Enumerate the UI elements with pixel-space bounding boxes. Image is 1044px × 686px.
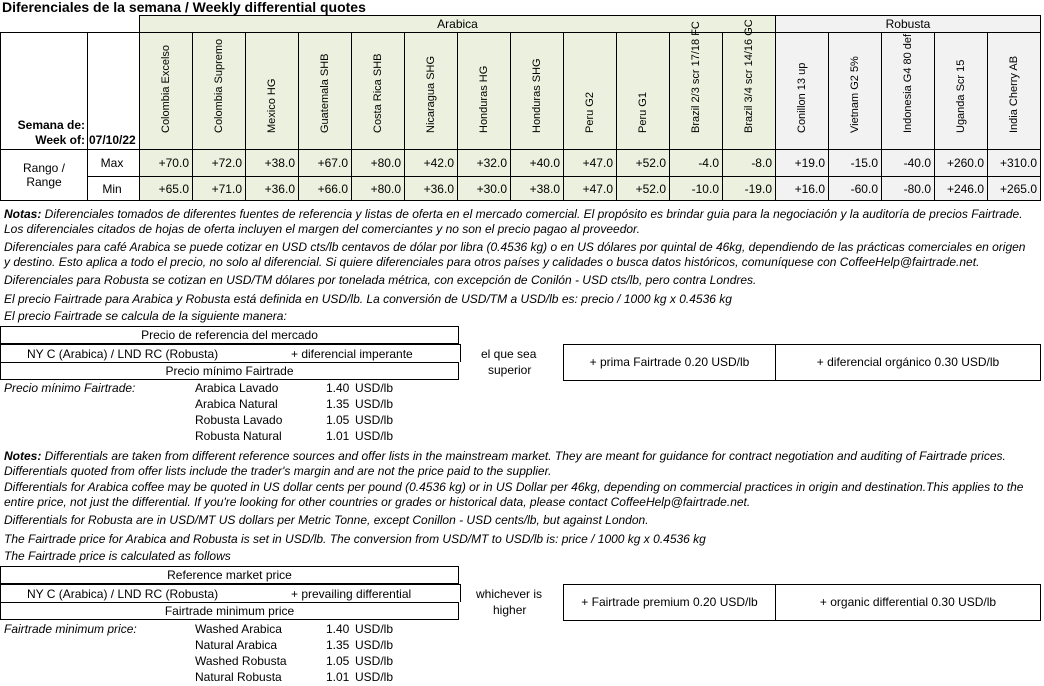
en-note-1-text: Differentials are taken from different reference sources and offer lists in the mainstream market. They are meant for guidance for contract negotiation and auditing of Fairtrade prices. Differentials quoted from offer lists include the trader's margin and are not the price paid to the supplier.: [4, 449, 1006, 478]
max-value: +80.0: [352, 150, 405, 177]
week-label-cell: [1, 33, 88, 150]
range-label-en: Range: [26, 175, 62, 189]
column-header-label: Peru G2: [584, 92, 596, 133]
week-date: 07/10/22: [89, 133, 136, 147]
column-header: [829, 33, 882, 150]
column-header: [405, 33, 458, 150]
es-note-4: El precio Fairtrade para Arabica y Robusta está definida en USD/lb. La conversión de USD/TM a USD/lb es: precio / 1000 kg x 0.4536 kg: [4, 292, 732, 306]
min-value: +52.0: [617, 177, 670, 201]
column-header-label: Conillon 13 up: [796, 62, 808, 133]
column-header-label: Costa Rica SHB: [372, 53, 384, 133]
price-value: 1.05: [326, 413, 350, 427]
price-value: 1.35: [326, 397, 350, 411]
page-title: Diferenciales de la semana / Weekly differential quotes: [2, 0, 366, 15]
en-note-5: The Fairtrade price is calculated as follows: [4, 549, 231, 563]
column-header: [935, 33, 988, 150]
max-value: -4.0: [670, 150, 723, 177]
es-notes-label: Notas:: [4, 207, 42, 221]
max-value: +310.0: [988, 150, 1041, 177]
max-value: +19.0: [776, 150, 829, 177]
en-market-text: NY C (Arabica) / LND RC (Robusta): [27, 587, 219, 601]
en-note-1: [4, 449, 1034, 479]
column-header-label: Colombia Excelso: [160, 44, 172, 133]
es-min-price-box: Precio mínimo Fairtrade: [0, 362, 459, 380]
max-label: Max: [88, 150, 140, 177]
en-premium-box: + Fairtrade premium 0.20 USD/lb: [563, 584, 776, 621]
price-unit: USD/lb: [355, 381, 394, 395]
max-value: +47.0: [564, 150, 617, 177]
column-header-label: Peru G1: [637, 92, 649, 133]
column-header-label: India Cherry AB: [1008, 55, 1020, 133]
column-header-label: Mexico HG: [266, 78, 278, 133]
es-premium-box: + prima Fairtrade 0.20 USD/lb: [563, 344, 776, 381]
es-min-label: Precio mínimo Fairtrade:: [4, 381, 136, 395]
range-label-es: Rango /: [22, 161, 66, 175]
column-header: [458, 33, 511, 150]
min-value: +71.0: [193, 177, 246, 201]
max-value: +32.0: [458, 150, 511, 177]
week-label-es: Semana de:: [17, 118, 85, 132]
column-header: [617, 33, 670, 150]
column-header-label: Colombia Supremo: [213, 38, 225, 133]
column-header: [140, 33, 193, 150]
max-value: +52.0: [617, 150, 670, 177]
price-name: Arabica Lavado: [195, 381, 279, 395]
min-value: +36.0: [405, 177, 458, 201]
price-name: Arabica Natural: [195, 397, 278, 411]
price-value: 1.40: [326, 381, 350, 395]
column-header-label: Uganda Scr 15: [955, 59, 967, 133]
price-unit: USD/lb: [355, 670, 394, 684]
en-min-label: Fairtrade minimum price:: [4, 622, 137, 636]
min-value: +38.0: [511, 177, 564, 201]
column-header-label: Honduras HG: [478, 65, 490, 133]
price-name: Washed Robusta: [195, 654, 287, 668]
price-unit: USD/lb: [355, 429, 394, 443]
es-ref-price-box: Precio de referencia del mercado: [0, 326, 459, 344]
arabica-group-header: Arabica: [140, 16, 776, 33]
column-header: [193, 33, 246, 150]
es-note-5: El precio Fairtrade se calcula de la siguiente manera:: [4, 309, 287, 323]
price-unit: USD/lb: [355, 397, 394, 411]
es-note-1: [4, 207, 1034, 237]
es-plus-diff-text: + diferencial imperante: [291, 347, 413, 361]
en-plus-diff-text: + prevailing differential: [291, 587, 412, 601]
min-value: +265.0: [988, 177, 1041, 201]
max-value: -40.0: [882, 150, 935, 177]
column-header: [246, 33, 299, 150]
column-header: [670, 21, 723, 150]
min-value: +246.0: [935, 177, 988, 201]
price-value: 1.01: [326, 429, 350, 443]
column-header: [723, 19, 776, 150]
es-note-3: Diferenciales para Robusta se cotizan en USD/TM dólares por tonelada métrica, con excepción de Conilón - USD cts/lb, pero contra Londres.: [4, 273, 757, 287]
price-unit: USD/lb: [355, 413, 394, 427]
price-name: Robusta Natural: [195, 429, 282, 443]
price-name: Robusta Lavado: [195, 413, 283, 427]
range-label-cell: [1, 150, 88, 201]
max-value: -15.0: [829, 150, 882, 177]
max-value: +70.0: [140, 150, 193, 177]
min-value: +80.0: [352, 177, 405, 201]
es-note-2: Diferenciales para café Arabica se puede cotizar en USD cts/lb centavos de dólar por libra (0.4536 kg) o en US dólares por quintal de 46kg, dependiendo de las prácticas comerciales en origen y destino. Esto aplica a todo el precio, no solo al diferencial. Si quiere diferenciales para otros países y calidades o busca datos históricos, comuníquese con CoffeeHelp@fairtrade.net.: [4, 240, 1026, 269]
column-header-label: Guatemala SHB: [319, 53, 331, 133]
min-value: +30.0: [458, 177, 511, 201]
robusta-group-header: Robusta: [776, 16, 1041, 33]
en-min-price-box: Fairtrade minimum price: [0, 602, 459, 620]
en-note-4: The Fairtrade price for Arabica and Robusta is set in USD/lb. The conversion from USD/MT to USD/lb is: price / 1000 kg x 0.4536 kg: [4, 532, 706, 546]
es-higher-2: superior: [488, 363, 532, 377]
min-value: -60.0: [829, 177, 882, 201]
max-value: +67.0: [299, 150, 352, 177]
price-unit: USD/lb: [355, 654, 394, 668]
price-value: 1.05: [326, 654, 350, 668]
column-header-label: Nicaragua SHG: [425, 55, 437, 133]
min-value: +36.0: [246, 177, 299, 201]
en-higher-1: whichever is: [476, 587, 543, 601]
price-value: 1.35: [326, 638, 350, 652]
min-value: +65.0: [140, 177, 193, 201]
column-header-label: Brazil 2/3 scr 17/18 FC: [690, 21, 702, 133]
column-header-label: Vietnam G2 5%: [849, 56, 861, 133]
en-organic-box: + organic differential 0.30 USD/lb: [775, 584, 1041, 621]
max-value: -8.0: [723, 150, 776, 177]
price-value: 1.40: [326, 622, 350, 636]
differentials-table: [0, 15, 1041, 201]
min-value: -80.0: [882, 177, 935, 201]
min-label: Min: [88, 177, 140, 201]
es-organic-box: + diferencial orgánico 0.30 USD/lb: [775, 344, 1041, 381]
es-market-text: NY C (Arabica) / LND RC (Robusta): [27, 347, 219, 361]
en-note-3: Differentials for Robusta are in USD/MT US dollars per Metric Tonne, except Conillon - USD cents/lb, but against London.: [4, 513, 649, 527]
column-header-label: Brazil 3/4 scr 14/16 GC: [743, 19, 755, 133]
en-notes-label: Notes:: [4, 449, 42, 463]
max-value: +72.0: [193, 150, 246, 177]
es-higher-1: el que sea: [481, 347, 537, 361]
min-value: -19.0: [723, 177, 776, 201]
price-value: 1.01: [326, 670, 350, 684]
max-value: +40.0: [511, 150, 564, 177]
column-header: [882, 33, 935, 150]
price-unit: USD/lb: [355, 638, 394, 652]
es-note-1-text: Diferenciales tomados de diferentes fuentes de referencia y listas de oferta en el mercado comercial. El propósito es brindar guia para la negociación y la auditoría de precios Fairtrade. Los diferenciales citados de hojas de oferta incluyen el margen del comerciantes y no son el precio pagao al proveedor.: [4, 207, 1023, 236]
week-date-cell: [88, 33, 140, 150]
en-note-2: Differentials for Arabica coffee may be quoted in US dollar cents per pound (0.4536 kg) or in US Dollar per 46kg, depending on commercial practices in origin and destination.This applies to the entire price, not just the differential. If you're looking for other countries or grades or historical data, please contact CoffeeHelp@fairtrade.net.: [4, 480, 1024, 509]
en-ref-price-box: Reference market price: [0, 566, 459, 584]
max-value: +260.0: [935, 150, 988, 177]
column-header: [564, 33, 617, 150]
price-name: Natural Robusta: [195, 670, 282, 684]
price-name: Natural Arabica: [195, 638, 278, 652]
en-higher-2: higher: [493, 603, 527, 617]
column-header: [299, 33, 352, 150]
es-market-box: [0, 344, 461, 362]
min-value: +47.0: [564, 177, 617, 201]
week-label-en: Week of:: [35, 133, 85, 147]
en-market-box: [0, 584, 461, 602]
price-unit: USD/lb: [355, 622, 394, 636]
column-header-label: Honduras SHG: [531, 58, 543, 133]
min-value: -10.0: [670, 177, 723, 201]
column-header: [776, 33, 829, 150]
column-header: [352, 33, 405, 150]
column-header: [511, 33, 564, 150]
max-value: +42.0: [405, 150, 458, 177]
price-name: Washed Arabica: [195, 622, 282, 636]
column-header-label: Indonesia G4 80 def: [902, 33, 914, 133]
min-value: +66.0: [299, 177, 352, 201]
max-value: +38.0: [246, 150, 299, 177]
min-value: +16.0: [776, 177, 829, 201]
column-header: [988, 33, 1041, 150]
